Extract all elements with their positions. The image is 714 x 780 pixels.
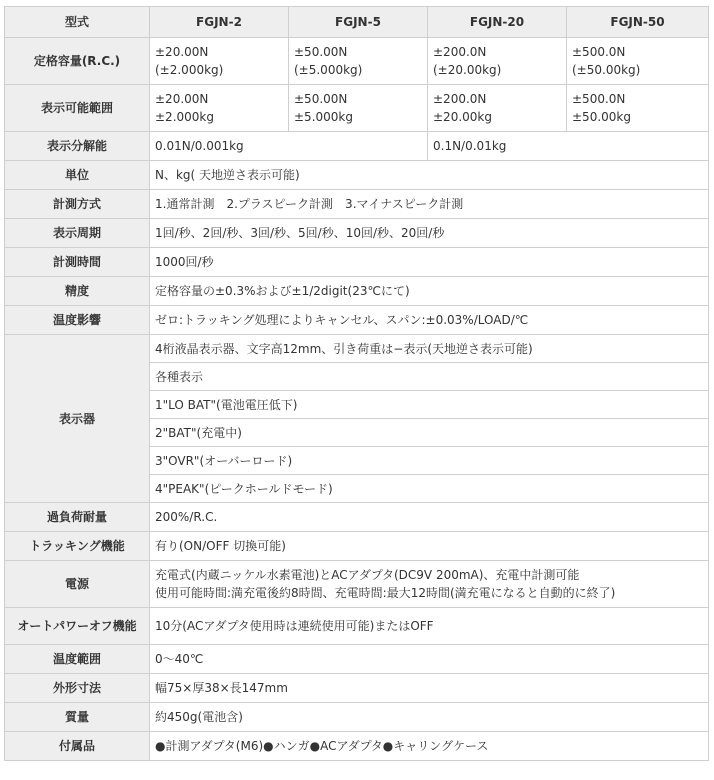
unit-value: N、kg( 天地逆さ表示可能) [150,161,709,190]
temp-range-row [5,645,709,674]
display-row [5,335,709,363]
row-label: 計測方式 [5,190,150,219]
accuracy-row [5,277,709,306]
model-fgjn-2: FGJN-2 [150,7,289,38]
overload-row [5,503,709,532]
display-range-cell: ±500.0N ±50.00kg [567,85,709,132]
rated-capacity-cell: ±50.00N (±5.000kg) [289,38,428,85]
overload-value: 200%/R.C. [150,503,709,532]
rated-capacity-row [5,38,709,85]
display-item: 4桁液晶表示器、文字高12mm、引き荷重は−表示(天地逆さ表示可能) [150,335,709,363]
display-range-cell: ±20.00N ±2.000kg [150,85,289,132]
row-label: 温度範囲 [5,645,150,674]
temp-effect-value: ゼロ:トラッキング処理によりキャンセル、スパン:±0.03%/LOAD/℃ [150,306,709,335]
display-item: 各種表示 [150,363,709,391]
row-label: 電源 [5,561,150,608]
row-label: トラッキング機能 [5,532,150,561]
display-cycle-value: 1回/秒、2回/秒、3回/秒、5回/秒、10回/秒、20回/秒 [150,219,709,248]
row-label: 温度影響 [5,306,150,335]
model-fgjn-50: FGJN-50 [567,7,709,38]
sampling-row [5,248,709,277]
row-label: 付属品 [5,732,150,761]
power-value: 充電式(内蔵ニッケル水素電池)とACアダプタ(DC9V 200mA)、充電中計測可能 使用可能時間:満充電後約8時間、充電時間:最大12時間(満充電になると自動的に終了) [150,561,709,608]
display-range-row [5,85,709,132]
row-label: 定格容量(R.C.) [5,38,150,85]
mass-value: 約450g(電池含) [150,703,709,732]
row-label: 過負荷耐量 [5,503,150,532]
auto-power-off-row [5,608,709,645]
row-label: 表示器 [5,335,150,503]
model-fgjn-5: FGJN-5 [289,7,428,38]
model-fgjn-20: FGJN-20 [428,7,567,38]
auto-power-off-value: 10分(ACアダプタ使用時は連続使用可能)またはOFF [150,608,709,645]
resolution-row [5,132,709,161]
row-label: 単位 [5,161,150,190]
row-label: 精度 [5,277,150,306]
header-row [5,7,709,38]
accuracy-value: 定格容量の±0.3%および±1/2digit(23℃にて) [150,277,709,306]
sampling-value: 1000回/秒 [150,248,709,277]
measure-mode-value: 1.通常計測 2.プラスピーク計測 3.マイナスピーク計測 [150,190,709,219]
model-label: 型式 [5,7,150,38]
row-label: オートパワーオフ機能 [5,608,150,645]
row-label: 表示分解能 [5,132,150,161]
row-label: 質量 [5,703,150,732]
rated-capacity-cell: ±200.0N (±20.00kg) [428,38,567,85]
row-label: 表示周期 [5,219,150,248]
display-cycle-row [5,219,709,248]
spec-table [4,6,709,761]
resolution-cell: 0.01N/0.001kg [150,132,428,161]
tracking-value: 有り(ON/OFF 切換可能) [150,532,709,561]
power-row [5,561,709,608]
unit-row [5,161,709,190]
accessories-row [5,732,709,761]
measure-mode-row [5,190,709,219]
display-item: 2"BAT"(充電中) [150,419,709,447]
accessories-value: ●計測アダプタ(M6)●ハンガ●ACアダプタ●キャリングケース [150,732,709,761]
temp-range-value: 0〜40℃ [150,645,709,674]
row-label: 外形寸法 [5,674,150,703]
dimensions-row [5,674,709,703]
rated-capacity-cell: ±500.0N (±50.00kg) [567,38,709,85]
display-range-cell: ±200.0N ±20.00kg [428,85,567,132]
display-item: 3"OVR"(オーバーロード) [150,447,709,475]
dimensions-value: 幅75×厚38×長147mm [150,674,709,703]
row-label: 計測時間 [5,248,150,277]
display-range-cell: ±50.00N ±5.000kg [289,85,428,132]
resolution-cell: 0.1N/0.01kg [428,132,709,161]
tracking-row [5,532,709,561]
mass-row [5,703,709,732]
display-item: 4"PEAK"(ピークホールドモード) [150,475,709,503]
temp-effect-row [5,306,709,335]
row-label: 表示可能範囲 [5,85,150,132]
rated-capacity-cell: ±20.00N (±2.000kg) [150,38,289,85]
display-item: 1"LO BAT"(電池電圧低下) [150,391,709,419]
